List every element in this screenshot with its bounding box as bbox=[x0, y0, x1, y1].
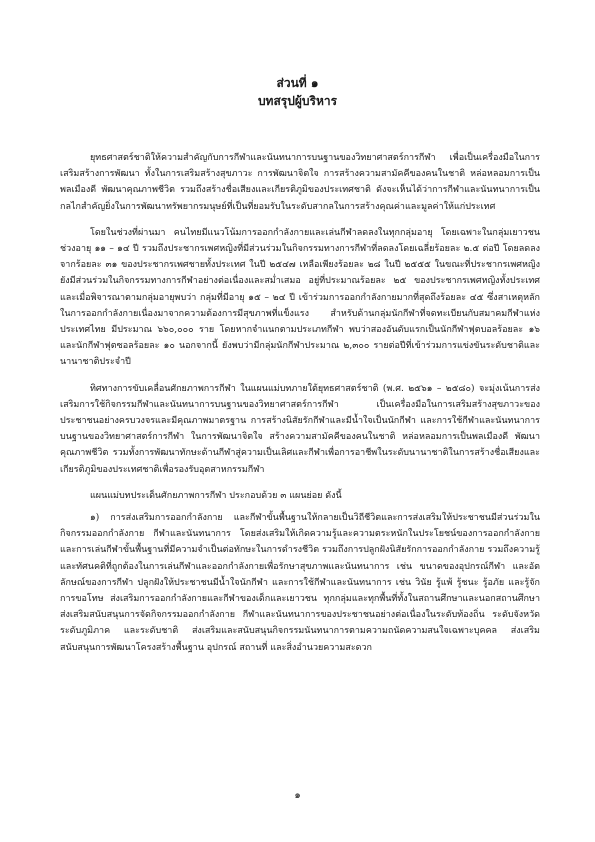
plan-item-1: ๑) การส่งเสริมการออกกำลังกาย และกีฬาขั้นพื้นฐานให้กลายเป็นวิถีชีวิตและการส่งเสริมให้ประชาชนมีส่วนร่วมในกิจกรรมออกกำลังกาย กีฬาและนันทนาการ โดยส่งเสริมให้เกิดความรู้และความตระหนักในประโยชน์ของการออกกำลังกายและการเล่นกีฬาขั้นพื้นฐานที่มีความจำเป็นต่อทักษะในการดำรงชีวิต รวมถึงการปลูกฝังนิสัยรักการออกกำลังกาย รวมถึงความรู้และทัศนคติที่ถูกต้องในการเล่นกีฬาและออกกำลังกายเพื่อรักษาสุขภาพและนันทนาการ เช่น ขนาดของอุปกรณ์กีฬา และอัตลักษณ์ของการกีฬา ปลูกฝังให้ประชาชนมีน้ำใจนักกีฬา และการใช้กีฬาและนันทนาการ เช่น วินัย รู้แพ้ รู้ชนะ รู้อภัย และรู้จักการขอโทษ ส่งเสริมการออกกำลังกายและกีฬาของเด็กและเยาวชน ทุกกลุ่มและทุกพื้นที่ทั้งในสถานศึกษาและนอกสถานศึกษา ส่งเสริมสนับสนุนการจัดกิจกรรมออกกำลังกาย กีฬาและนันทนาการของประชาชนอย่างต่อเนื่องในระดับท้องถิ่น ระดับจังหวัด ระดับภูมิภาค และระดับชาติ ส่งเสริมและสนับสนุนกิจกรรมนันทนาการตามความถนัดความสนใจเฉพาะบุคคล ส่งเสริมสนับสนุนการพัฒนาโครงสร้างพื้นฐาน อุปกรณ์ สถานที่ และสิ่งอำนวยความสะดวก bbox=[60, 513, 540, 653]
page-number: ๑ bbox=[294, 790, 301, 801]
paragraph-direction: ทิศทางการขับเคลื่อนศักยภาพการกีฬา ในแผนแม่บทภายใต้ยุทธศาสตร์ชาติ (พ.ศ. ๒๕๖๑ – ๒๕๘๐) จะมุ่งเน้นการส่งเสริมการใช้กิจกรรมกีฬาและนันทนาการบนฐานของวิทยาศาสตร์การกีฬา เป็นเครื่องมือในการเสริมสร้างสุขภาวะของประชาชนอย่างครบวงจรและมีคุณภาพมาตรฐาน การสร้างนิสัยรักกีฬาและมีน้ำใจเป็นนักกีฬา และการใช้กีฬาและนันทนาการบนฐานของวิทยาศาสตร์การกีฬา ในการพัฒนาจิตใจ สร้างความสามัคคีของคนในชาติ หล่อหลอมการเป็นพลเมืองดี พัฒนาคุณภาพชีวิต รวมทั้งการพัฒนาทักษะด้านกีฬาสู่ความเป็นเลิศและกีฬาเพื่อการอาชีพในระดับนานาชาติในการสร้างชื่อเสียงและเกียรติภูมิของประเทศชาติเพื่อรองรับอุตสาหกรรมกีฬา bbox=[60, 383, 540, 475]
body-text bbox=[60, 150, 540, 656]
part-title: ส่วนที่ ๑ bbox=[276, 76, 319, 90]
plan-intro: แผนแม่บทประเด็นศักยภาพการกีฬา ประกอบด้วย ๓ แผนย่อย ดังนี้ bbox=[90, 490, 342, 501]
document-header bbox=[0, 74, 595, 110]
paragraph-intro: ยุทธศาสตร์ชาติให้ความสำคัญกับการกีฬาและนันทนาการบนฐานของวิทยาศาสตร์การกีฬา เพื่อเป็นเครื่องมือในการเสริมสร้างการพัฒนา ทั้งในการเสริมสร้างสุขภาวะ การพัฒนาจิตใจ การสร้างความสามัคคีของคนในชาติ หล่อหลอมการเป็นพลเมืองดี พัฒนาคุณภาพชีวิต รวมถึงสร้างชื่อเสียงและเกียรติภูมิของประเทศชาติ ดังจะเห็นได้ว่าการกีฬาและนันทนาการเป็นกลไกสำคัญยิ่งในการพัฒนาทรัพยากรมนุษย์ที่เป็นที่ยอมรับในระดับสากลในการสร้างคุณค่าและมูลค่าให้แก่ประเทศ bbox=[60, 153, 540, 212]
section-title: บทสรุปผู้บริหาร bbox=[257, 94, 338, 108]
paragraph-statistics: โดยในช่วงที่ผ่านมา คนไทยมีแนวโน้มการออกกำลังกายและเล่นกีฬาลดลงในทุกกลุ่มอายุ โดยเฉพาะในกลุ่มเยาวชนช่วงอายุ ๑๑ – ๑๔ ปี รวมถึงประชากรเพศหญิงที่มีส่วนร่วมในกิจกรรมทางการกีฬาที่ลดลงโดยเฉลี่ยร้อยละ ๒.๕ ต่อปี โดยลดลงจากร้อยละ ๓๑ ของประชากรเพศชายทั้งประเทศ ในปี ๒๕๔๗ เหลือเพียงร้อยละ ๒๘ ในปี ๒๕๕๕ ในขณะที่ประชากรเพศหญิงยังมีส่วนร่วมในกิจกรรมทางการกีฬาอย่างต่อเนื่องและสม่ำเสมอ อยู่ที่ประมาณร้อยละ ๒๕ ของประชากรเพศหญิงทั้งประเทศ และเมื่อพิจารณาตามกลุ่มอายุพบว่า กลุ่มที่มีอายุ ๑๕ – ๒๔ ปี เข้าร่วมการออกกำลังกายมากที่สุดถึงร้อยละ ๔๕ ซึ่งสาเหตุหลักในการออกกำลังกายเนื่องมาจากความต้องการมีสุขภาพที่แข็งแรง สำหรับด้านกลุ่มนักกีฬาที่จดทะเบียนกับสมาคมกีฬาแห่งประเทศไทย มีประมาณ ๖๖๐,๐๐๐ ราย โดยหากจำแนกตามประเภทกีฬา พบว่าสองอันดับแรกเป็นนักกีฬาฟุตบอลร้อยละ ๑๖ และนักกีฬาฟุตซอลร้อยละ ๑๐ นอกจากนี้ ยังพบว่ามีกลุ่มนักกีฬาประมาณ ๒,๓๐๐ รายต่อปีที่เข้าร่วมการแข่งขันระดับชาติและนานาชาติประจำปี bbox=[60, 227, 540, 368]
